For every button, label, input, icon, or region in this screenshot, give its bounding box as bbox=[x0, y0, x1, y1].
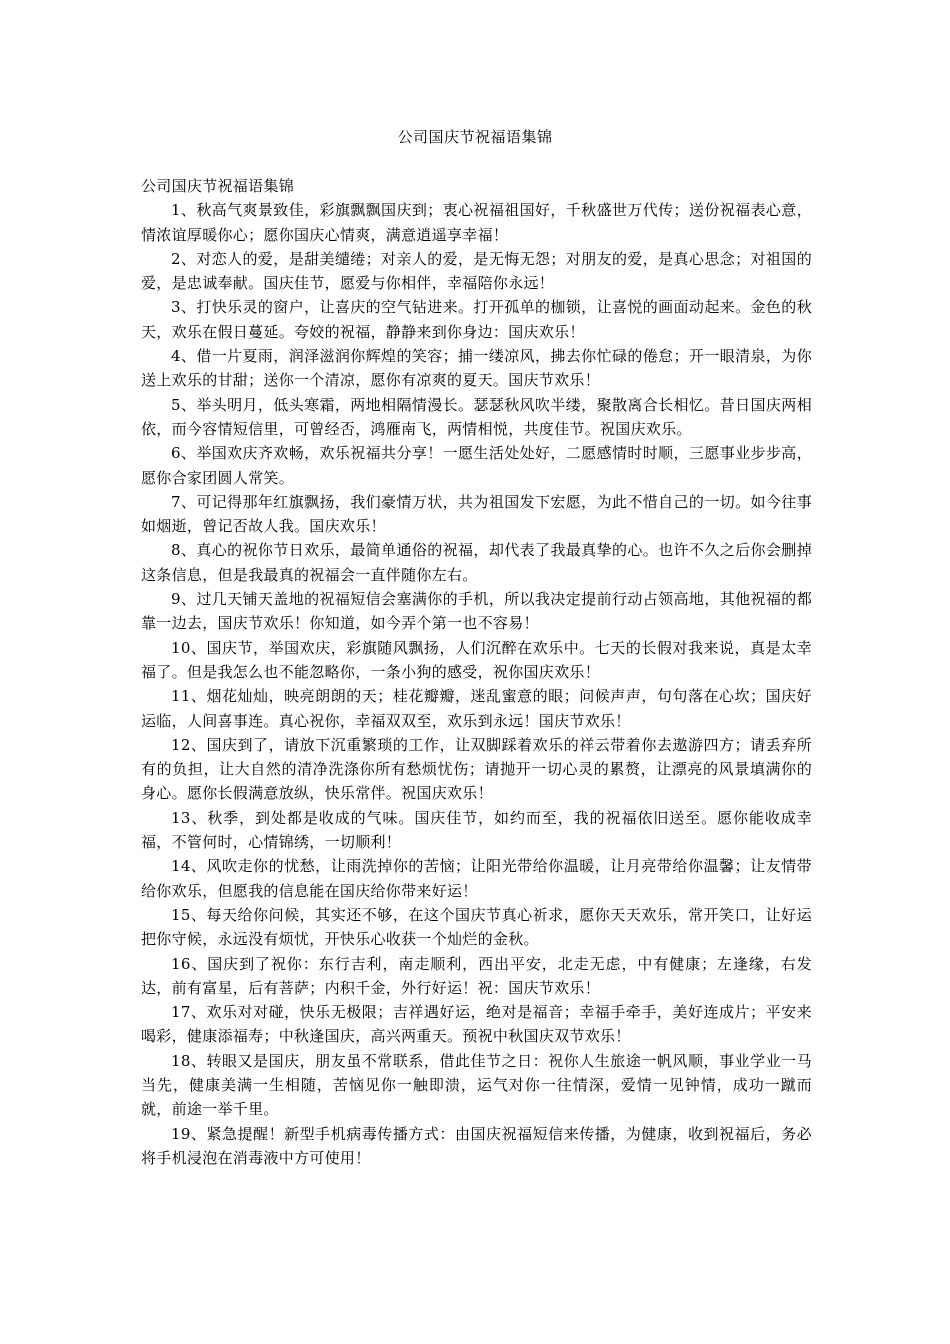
blessing-paragraph-2: 2、对恋人的爱，是甜美缱绻；对亲人的爱，是无悔无怨；对朋友的爱，是真心思念；对祖国的爱，是忠诚奉献。国庆佳节，愿爱与你相伴，幸福陪你永远！ bbox=[141, 249, 812, 293]
document-title: 公司国庆节祝福语集锦 bbox=[397, 128, 553, 146]
document-subtitle: 公司国庆节祝福语集锦 bbox=[141, 177, 295, 195]
blessing-paragraph-7: 7、可记得那年红旗飘扬，我们豪情万状，共为祖国发下宏愿，为此不惜自己的一切。如今往事如烟逝，曾记否故人我。国庆欢乐！ bbox=[141, 492, 812, 536]
blessing-paragraph-9: 9、过几天铺天盖地的祝福短信会塞满你的手机，所以我决定提前行动占领高地，其他祝福的都靠一边去，国庆节欢乐！你知道，如今弄个第一也不容易！ bbox=[141, 590, 812, 633]
blessing-paragraph-14: 14、风吹走你的忧愁，让雨洗掉你的苦恼；让阳光带给你温暖，让月亮带给你温馨；让友情带给你欢乐，但愿我的信息能在国庆给你带来好运！ bbox=[141, 857, 812, 900]
blessing-paragraph-12: 12、国庆到了，请放下沉重繁琐的工作，让双脚踩着欢乐的祥云带着你去遨游四方；请丢弃所有的负担，让大自然的清净洗涤你所有愁烦忧伤；请抛开一切心灵的累赘，让漂亮的风景填满你的身心。愿你长假满意放纵，快乐常伴。祝国庆欢乐！ bbox=[141, 735, 812, 803]
blessing-paragraph-13: 13、秋季，到处都是收成的气味。国庆佳节，如约而至，我的祝福依旧送至。愿你能收成幸福，不管何时，心情锦绣，一切顺利！ bbox=[141, 808, 812, 852]
blessing-paragraph-3: 3、打快乐灵的窗户，让喜庆的空气钻进来。打开孤单的枷锁，让喜悦的画面动起来。金色的秋天，欢乐在假日蔓延。夸姣的祝福，静静来到你身边：国庆欢乐！ bbox=[141, 298, 812, 341]
blessing-paragraph-18: 18、转眼又是国庆，朋友虽不常联系，借此佳节之日：祝你人生旅途一帆风顺，事业学业一马当先，健康美满一生相随，苦恼见你一触即溃，运气对你一往情深，爱情一见钟情，成功一蹴而就，前途一举千里。 bbox=[141, 1051, 812, 1119]
blessing-paragraph-10: 10、国庆节，举国欢庆，彩旗随风飘扬，人们沉醉在欢乐中。七天的长假对我来说，真是太幸福了。但是我怎么也不能忽略你，一条小狗的感受，祝你国庆欢乐！ bbox=[141, 638, 812, 681]
blessing-paragraph-19: 19、紧急提醒！新型手机病毒传播方式：由国庆祝福短信来传播，为健康，收到祝福后，务必将手机浸泡在消毒液中方可使用！ bbox=[141, 1124, 812, 1167]
blessing-paragraph-5: 5、举头明月，低头寒霜，两地相隔情漫长。瑟瑟秋风吹半缕，聚散离合长相忆。昔日国庆两相依，而今容情短信里，可曾经否，鸿雁南飞，两情相悦，共度佳节。祝国庆欢乐。 bbox=[141, 395, 812, 438]
document-body bbox=[141, 174, 812, 1170]
blessing-paragraph-11: 11、烟花灿灿，映亮朗朗的天；桂花瓣瓣，迷乱蜜意的眼；问候声声，句句落在心坎；国庆好运临，人间喜事连。真心祝你，幸福双双至，欢乐到永远！国庆节欢乐！ bbox=[141, 687, 812, 730]
blessing-paragraph-1: 1、秋高气爽景致佳，彩旗飘飘国庆到；衷心祝福祖国好，千秋盛世万代传；送份祝福表心意，情浓谊厚暖你心；愿你国庆心情爽，满意逍遥享幸福！ bbox=[141, 201, 812, 244]
blessing-paragraph-15: 15、每天给你问候，其实还不够，在这个国庆节真心祈求，愿你天天欢乐，常开笑口，让好运把你守候，永远没有烦忧，开快乐心收获一个灿烂的金秋。 bbox=[141, 905, 812, 949]
blessing-paragraph-8: 8、真心的祝你节日欢乐，最简单通俗的祝福，却代表了我最真挚的心。也许不久之后你会删掉这条信息，但是我最真的祝福会一直伴随你左右。 bbox=[141, 541, 812, 584]
blessing-paragraph-16: 16、国庆到了祝你：东行吉利，南走顺利，西出平安，北走无虑，中有健康；左逢缘，右发达，前有富星，后有菩萨；内积千金，外行好运！祝：国庆节欢乐！ bbox=[141, 954, 812, 997]
blessing-paragraph-17: 17、欢乐对对碰，快乐无极限；吉祥遇好运，绝对是福音；幸福手牵手，美好连成片；平安来喝彩，健康添福寿；中秋逢国庆，高兴两重天。预祝中秋国庆双节欢乐！ bbox=[141, 1003, 812, 1046]
blessing-paragraph-6: 6、举国欢庆齐欢畅，欢乐祝福共分享！一愿生活处处好，二愿感情时时顺，三愿事业步步高，愿你合家团圆人常笑。 bbox=[141, 444, 812, 487]
blessing-paragraph-4: 4、借一片夏雨，润泽滋润你辉煌的笑容；捕一缕凉风，拂去你忙碌的倦怠；开一眼清泉，为你送上欢乐的甘甜；送你一个清凉，愿你有凉爽的夏天。国庆节欢乐！ bbox=[141, 347, 812, 390]
